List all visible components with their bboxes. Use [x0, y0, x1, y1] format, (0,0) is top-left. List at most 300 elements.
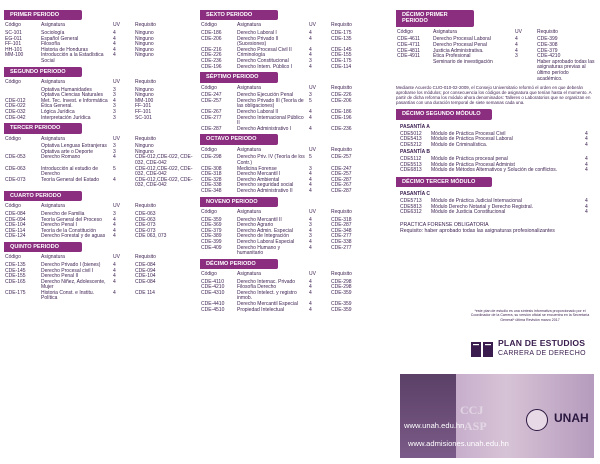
module-code: CDE6813: [400, 167, 422, 174]
course-requirement: CDE-359: [331, 289, 352, 296]
course-uv: 3: [113, 210, 116, 217]
campus-photo: [400, 374, 594, 458]
course-name: Teoría General del Estado: [41, 176, 100, 183]
period-table: [4, 204, 194, 240]
header-code: Código: [5, 135, 21, 142]
course-name: Derecho Intern. Público I: [237, 63, 293, 70]
course-name: Seminario de investigación: [433, 58, 493, 65]
course-uv: 4: [113, 273, 116, 280]
module-uv: 4: [585, 130, 588, 137]
period-title: CUARTO PERIODO: [4, 191, 82, 201]
course-name: Derecho Humano y humanitario: [237, 244, 281, 257]
course-uv: 4: [113, 267, 116, 274]
table-row: [4, 178, 194, 189]
header-uv: UV: [113, 79, 120, 85]
course-code: CDE-318: [201, 171, 222, 178]
course-uv: 4: [309, 244, 312, 251]
header-code: Código: [201, 146, 217, 153]
table-row: [396, 60, 596, 82]
course-requirement: Ninguno: [135, 46, 154, 53]
header-uv: UV: [113, 22, 120, 29]
course-name: Derecho Ejecución Penal: [237, 92, 294, 99]
course-requirement: Ninguno: [135, 41, 154, 48]
reform-note: Mediante Acuerdo CUO-010-02-2009, el Consejo Universitario reformó el orden en que deberán aprobarse los módulos; por consecuencia los códigos de asignatura que tenían hasta el momento. A partir de dicha reforma los módulo ahora denominados: Talleres o Laboratorios que se organizan en pasantías con una duración temporal de siete semanas cada una.: [396, 85, 592, 106]
course-uv: 3: [113, 92, 116, 99]
course-requirement: CDE-114: [331, 63, 352, 70]
header-uv: UV: [309, 208, 316, 215]
header-uv: UV: [515, 28, 522, 35]
course-uv: 4: [309, 306, 312, 313]
course-requirement: CDE-298: [331, 278, 352, 285]
course-uv: 4: [113, 233, 116, 240]
course-code: CDE-399: [201, 238, 222, 245]
course-requirement: CDE-155: [331, 52, 352, 59]
course-name: Derecho de Familia: [41, 210, 85, 217]
course-requirement: CDE-257: [331, 154, 352, 161]
course-code: CDE-084: [5, 210, 26, 217]
course-name: Derecho Laboral Especial: [237, 238, 295, 245]
table-header-row: [4, 23, 194, 31]
book-icon: [470, 340, 494, 360]
course-name: Interpretación Jurídica: [41, 114, 91, 121]
course-requirement: CDE-267: [331, 182, 352, 189]
module-uv: 4: [585, 141, 588, 148]
course-uv: 4: [309, 171, 312, 178]
svg-text:ASP: ASP: [464, 419, 487, 433]
period-section: [4, 10, 194, 65]
course-code: CDE-267: [201, 108, 222, 115]
header-uv: UV: [113, 203, 120, 210]
course-uv: 4: [309, 216, 312, 223]
course-name: Derecho Procesal Penal: [433, 42, 487, 49]
practica-title: PRACTICA FORENSE OBLIGATORIA: [400, 221, 489, 228]
table-row: [4, 116, 194, 122]
course-code: CDE-4510: [201, 306, 225, 313]
course-requirement: SC-101: [135, 114, 152, 121]
period-table: [4, 255, 194, 302]
course-uv: 4: [309, 176, 312, 183]
course-code: EG-011: [5, 35, 22, 42]
period-section: [396, 10, 596, 82]
course-uv: 3: [113, 148, 116, 155]
course-requirement: CDE-338: [331, 238, 352, 245]
course-name: Derecho Procesal civil I: [41, 267, 94, 274]
course-code: FF-101: [5, 41, 22, 48]
course-code: CDE-409: [201, 244, 222, 251]
course-name: Derecho Priv. IV (Teoría de los Contr.): [237, 154, 305, 166]
table-row: [4, 291, 194, 302]
header-subject: Asignatura: [237, 146, 261, 153]
course-name: Derecho Laboral II: [237, 108, 279, 115]
period-table: [396, 30, 596, 82]
course-code: CDE-389: [201, 233, 222, 240]
header-requirement: Requisito: [331, 208, 352, 215]
period-title: NOVENO PERIODO: [200, 197, 278, 207]
course-requirement: CDE-287: [331, 176, 352, 183]
course-uv: 4: [113, 176, 116, 183]
module-code: CDE5112: [400, 156, 422, 163]
course-name: Derecho Privado II (Sucesiones): [237, 35, 279, 48]
course-requirement: CDE-236: [331, 125, 352, 132]
course-uv: 4: [113, 41, 116, 48]
course-code: CDE-328: [201, 176, 222, 183]
course-code: [396, 60, 432, 82]
course-requirement: Ninguno: [135, 92, 154, 99]
course-code: CDE-175: [5, 289, 26, 296]
course-code: CDE-257: [201, 97, 222, 104]
module-name: Módulo de Práctica procesal penal: [431, 156, 508, 163]
course-name: Filosofía Derecho: [237, 284, 277, 291]
course-requirement: MM-100: [135, 97, 154, 104]
course-name: Ética General.: [41, 103, 73, 110]
course-uv: 4: [309, 125, 312, 132]
url-main-link[interactable]: www.unah.edu.hn: [404, 421, 465, 430]
course-uv: 4: [309, 187, 312, 194]
course-name: Optativa Ciencias Naturales: [41, 92, 103, 99]
course-requirement: CDE-073: [135, 227, 156, 234]
brand-block: [470, 338, 594, 362]
course-uv: 4: [309, 278, 312, 285]
course-uv: 4: [309, 52, 312, 59]
column-left: [4, 10, 194, 458]
course-requirement: CDE-063: [135, 216, 156, 223]
module-uv: 4: [585, 156, 588, 163]
course-uv: 4: [309, 284, 312, 291]
course-code: CDE-186: [201, 30, 222, 37]
course-requirement: CDE-073: [135, 222, 156, 229]
course-code: CDE-287: [201, 125, 222, 132]
table-row: [200, 246, 390, 257]
period-table: [4, 137, 194, 189]
header-code: Código: [201, 271, 217, 278]
period-title: SEGUNDO PERIODO: [4, 67, 82, 77]
course-name: Derecho Internacional Público II: [237, 114, 304, 127]
table-header-row: [4, 204, 194, 212]
table-row: [200, 65, 390, 71]
course-requirement: CDE-287: [331, 222, 352, 229]
course-code: CDE-165: [5, 278, 26, 285]
header-subject: Asignatura: [41, 254, 65, 261]
course-uv: 4: [113, 46, 116, 53]
period-section: [200, 259, 390, 314]
url-admisiones-link[interactable]: www.admisiones.unah.edu.hn: [408, 439, 509, 448]
course-uv: 4: [309, 114, 312, 121]
course-requirement: CDE-186: [331, 108, 352, 115]
course-code: CDE-216: [201, 46, 222, 53]
course-code: CDE-012: [5, 97, 26, 104]
course-requirement: CDE-308: [537, 42, 558, 49]
course-code: CDE-206: [201, 35, 222, 42]
course-name: Derecho Procesal Laboral: [433, 36, 491, 43]
course-code: CDE-348: [201, 187, 222, 194]
header-code: Código: [5, 254, 21, 261]
period-section: [4, 67, 194, 122]
course-requirement: CDE-084: [135, 261, 156, 268]
table-row: [4, 280, 194, 291]
course-code: CDE-359: [201, 216, 222, 223]
course-requirement: CDE-4210: [537, 53, 561, 60]
course-uv: 4: [309, 289, 312, 296]
course-name: Teoría de la Constitución: [41, 227, 97, 234]
period-table: [200, 23, 390, 70]
course-uv: 4: [309, 63, 312, 70]
course-uv: 4: [309, 35, 312, 42]
header-subject: Asignatura: [433, 28, 457, 35]
course-uv: 3: [309, 233, 312, 240]
course-requirement: CDE-287: [331, 187, 352, 194]
table-header-row: [200, 23, 390, 31]
course-name: Derecho Mercantil II: [237, 216, 282, 223]
table-row: [200, 308, 390, 314]
course-name: Derecho Admin. Especial: [237, 227, 293, 234]
course-requirement: CDE-012,CDE-022, CDE-032, CDE-042: [135, 176, 193, 189]
course-uv: 4: [113, 52, 116, 59]
course-name: Derecho Penal I: [41, 222, 77, 229]
period-table: [4, 80, 194, 121]
course-uv: 5: [113, 165, 116, 172]
course-uv: 4: [515, 47, 518, 54]
course-uv: 4: [113, 222, 116, 229]
course-uv: 4: [113, 154, 116, 161]
module-code: CDE5813: [400, 203, 422, 210]
course-uv: 4: [113, 97, 116, 104]
period-table: [200, 148, 390, 195]
course-name: Justicia Administrativa.: [433, 47, 484, 54]
course-name: Español General: [41, 35, 79, 42]
module-row: [396, 143, 596, 149]
table-row: [200, 155, 390, 166]
header-uv: UV: [309, 146, 316, 153]
module-row: [396, 168, 596, 174]
course-code: CDE-145: [5, 267, 26, 274]
course-requirement: Ninguno: [135, 143, 154, 150]
course-uv: 4: [309, 46, 312, 53]
pasantia-a-label: PASANTÍA A: [400, 123, 430, 130]
period-table: [200, 86, 390, 133]
course-name: Ética Profesional: [433, 53, 471, 60]
period-title: DÉCIMO PRIMER PERIODO: [396, 10, 474, 27]
module-name: Módulo de Métodos Alternativos y Solución de conflictos.: [431, 167, 558, 174]
module-code: CDE5713: [400, 198, 422, 205]
course-name: Criminología: [237, 52, 266, 59]
header-requirement: Requisito: [331, 146, 352, 153]
course-code: CDE-338: [201, 182, 222, 189]
course-code: CDE-4410: [201, 301, 225, 308]
course-requirement: CDE 063, 073: [135, 233, 167, 240]
course-name: Sociología: [41, 30, 65, 37]
module-row: [396, 210, 596, 216]
course-code: CDE-094: [5, 216, 26, 223]
course-name: Introducción a la Estadística Social: [41, 52, 104, 64]
course-code: CDE-196: [201, 63, 222, 70]
course-code: CDE-124: [5, 233, 26, 240]
module-name: Módulo de Práctica Procesal Administ: [431, 161, 515, 168]
header-code: Código: [5, 79, 21, 85]
course-requirement: Ninguno: [135, 35, 154, 42]
period-title: DÉCIMO PERIODO: [200, 259, 278, 269]
header-subject: Asignatura: [41, 135, 65, 142]
header-requirement: Requisito: [135, 135, 156, 142]
header-code: Código: [397, 28, 413, 35]
course-requirement: CDE-104: [135, 273, 156, 280]
period-table: [200, 272, 390, 313]
period-section: [4, 242, 194, 302]
module-name: Módulo de Práctica Procesal Laboral: [431, 136, 513, 143]
course-code: CDE-104: [5, 222, 26, 229]
course-name: Derecho Internac. Privado: [237, 278, 296, 285]
course-name: Derecho de Integración: [237, 233, 289, 240]
header-subject: Asignatura: [237, 84, 261, 91]
header-uv: UV: [309, 84, 316, 91]
course-requirement: CDE-226: [331, 92, 352, 99]
course-name: Derecho Constitucional: [237, 57, 289, 64]
table-header-row: [200, 272, 390, 280]
course-name: Derecho Intelect. y registro inmob.: [237, 289, 297, 302]
module-code: CDE6312: [400, 209, 422, 216]
header-subject: Asignatura: [237, 208, 261, 215]
module-name: Módulo Derecho Notarial y Derecho Registral.: [431, 203, 533, 210]
course-uv: 5: [309, 154, 312, 161]
header-code: Código: [201, 208, 217, 215]
module-code: CDE5513: [400, 161, 422, 168]
period-table: [200, 210, 390, 257]
header-code: Código: [201, 22, 217, 29]
course-name: Derecho Ambiental: [237, 176, 280, 183]
period-section: [4, 123, 194, 189]
course-uv: 4: [309, 30, 312, 37]
course-code: MM-100: [5, 52, 24, 59]
header-subject: Asignatura: [41, 203, 65, 210]
course-name: Optativa arte o Deporte: [41, 148, 93, 155]
course-name: Optativa Humanidades: [41, 86, 92, 93]
course-code: HH-101: [5, 46, 23, 53]
course-code: CDE-053: [5, 154, 26, 161]
course-uv: 4: [113, 278, 116, 285]
period-title: SÉPTIMO PERIODO: [200, 72, 278, 82]
course-code: CDE-4611: [397, 36, 420, 43]
course-requirement: CDE-348: [331, 227, 352, 234]
course-code: CDE-4911: [397, 53, 420, 60]
course-uv: 4: [309, 238, 312, 245]
course-name: Historia Const. e Institu. Política: [41, 289, 95, 302]
course-uv: 4: [113, 30, 116, 37]
course-requirement: CDE-196: [331, 114, 352, 121]
course-requirement: CDE-094: [135, 267, 156, 274]
header-requirement: Requisito: [331, 271, 352, 278]
period-title: QUINTO PERIODO: [4, 242, 82, 252]
table-header-row: [200, 210, 390, 218]
period-title: PRIMER PERIODO: [4, 10, 82, 20]
module-uv: 4: [585, 161, 588, 168]
brand-subtitle: CARRERA DE DERECHO: [498, 350, 586, 357]
course-name: Derecho Forestal y de aguas: [41, 233, 106, 240]
course-requirement: CDE-257: [331, 171, 352, 178]
course-uv: 3: [113, 86, 116, 93]
course-name: Derecho Penal II: [41, 273, 79, 280]
module-uv: 4: [585, 198, 588, 205]
header-requirement: Requisito: [135, 203, 156, 210]
course-code: CDE-032: [5, 108, 26, 115]
course-uv: 3: [113, 108, 116, 115]
course-requirement: Ninguno: [135, 86, 154, 93]
course-name: Filosofía: [41, 41, 60, 48]
course-uv: 4: [113, 289, 116, 296]
course-name: Derecho Procesal Civil II: [237, 46, 292, 53]
header-subject: Asignatura: [237, 22, 261, 29]
header-requirement: Requisito: [135, 79, 156, 85]
course-requirement: Haber aprobado todas las asignaturas previas al último período académico.: [537, 58, 595, 82]
header-requirement: Requisito: [331, 84, 352, 91]
course-name: Derecho Privado I (bienes): [41, 261, 101, 268]
course-uv: 4: [515, 36, 518, 43]
course-requirement: CDE-359: [331, 306, 352, 313]
module-name: Módulo de Práctica Procesal Civil: [431, 130, 506, 137]
module-uv: 4: [585, 167, 588, 174]
course-requirement: CDE-277: [331, 244, 352, 251]
course-code: CDE-4210: [201, 284, 225, 291]
university-seal-icon: [526, 409, 548, 431]
course-code: SC-101: [5, 30, 22, 37]
course-name: Derecho Administrativo I: [237, 125, 292, 132]
course-uv: 3: [515, 53, 518, 60]
unah-logo-text: UNAH: [554, 411, 589, 425]
table-row: [200, 127, 390, 133]
course-code: CDE-155: [5, 273, 26, 280]
table-header-row: [396, 30, 596, 38]
header-requirement: Requisito: [135, 22, 156, 29]
course-code: CDE-236: [201, 57, 222, 64]
period-section: [200, 134, 390, 194]
course-code: CDE-298: [201, 154, 222, 161]
course-requirement: Ninguno: [135, 52, 154, 59]
course-code: CDE-042: [5, 114, 26, 121]
header-code: Código: [201, 84, 217, 91]
course-requirement: CDE-175: [331, 30, 352, 37]
course-code: CDE-135: [5, 261, 26, 268]
course-uv: 3: [113, 114, 116, 121]
course-name: Derecho Laboral I: [237, 30, 277, 37]
pasantia-c-label: PASANTÍA C: [400, 191, 430, 198]
course-requirement: CDE-359: [331, 301, 352, 308]
course-name: Optativa Lenguas Extranjeras: [41, 143, 107, 150]
course-uv: [514, 60, 536, 82]
column-middle: [200, 10, 390, 458]
period-title: OCTAVO PERIODO: [200, 134, 278, 144]
course-requirement: Ninguno: [135, 148, 154, 155]
course-uv: 4: [309, 108, 312, 115]
module-name: Módulo de Criminalística.: [431, 141, 488, 148]
period-section: [200, 197, 390, 257]
period-title: SEXTO PERIODO: [200, 10, 278, 20]
module-title-12: DÉCIMO SEGUNDO MÓDULO: [396, 109, 492, 119]
header-code: Código: [5, 22, 21, 29]
course-code: CDE-226: [201, 52, 222, 59]
credit-note: *este plan de estudio es una síntesis informativa proporcionado por el Coordinador de la Carrera, su versión oficial se encuentra en la Secretaría General* última Revisión marzo 2017: [470, 309, 590, 322]
course-uv: 4: [113, 35, 116, 42]
svg-text:CCJ: CCJ: [460, 403, 484, 417]
table-row: [4, 155, 194, 166]
course-code: CDE-247: [201, 92, 222, 99]
table-row: [200, 116, 390, 127]
course-name: Historia de Honduras: [41, 46, 88, 53]
course-uv: 4: [113, 227, 116, 234]
course-uv: 3: [113, 103, 116, 110]
table-row: [4, 53, 194, 64]
course-requirement: CDE-318: [331, 216, 352, 223]
module-title-13: DÉCIMO TERCER MÓDULO: [396, 177, 492, 187]
header-code: Código: [5, 203, 21, 210]
course-requirement: CDE-399: [537, 36, 558, 43]
